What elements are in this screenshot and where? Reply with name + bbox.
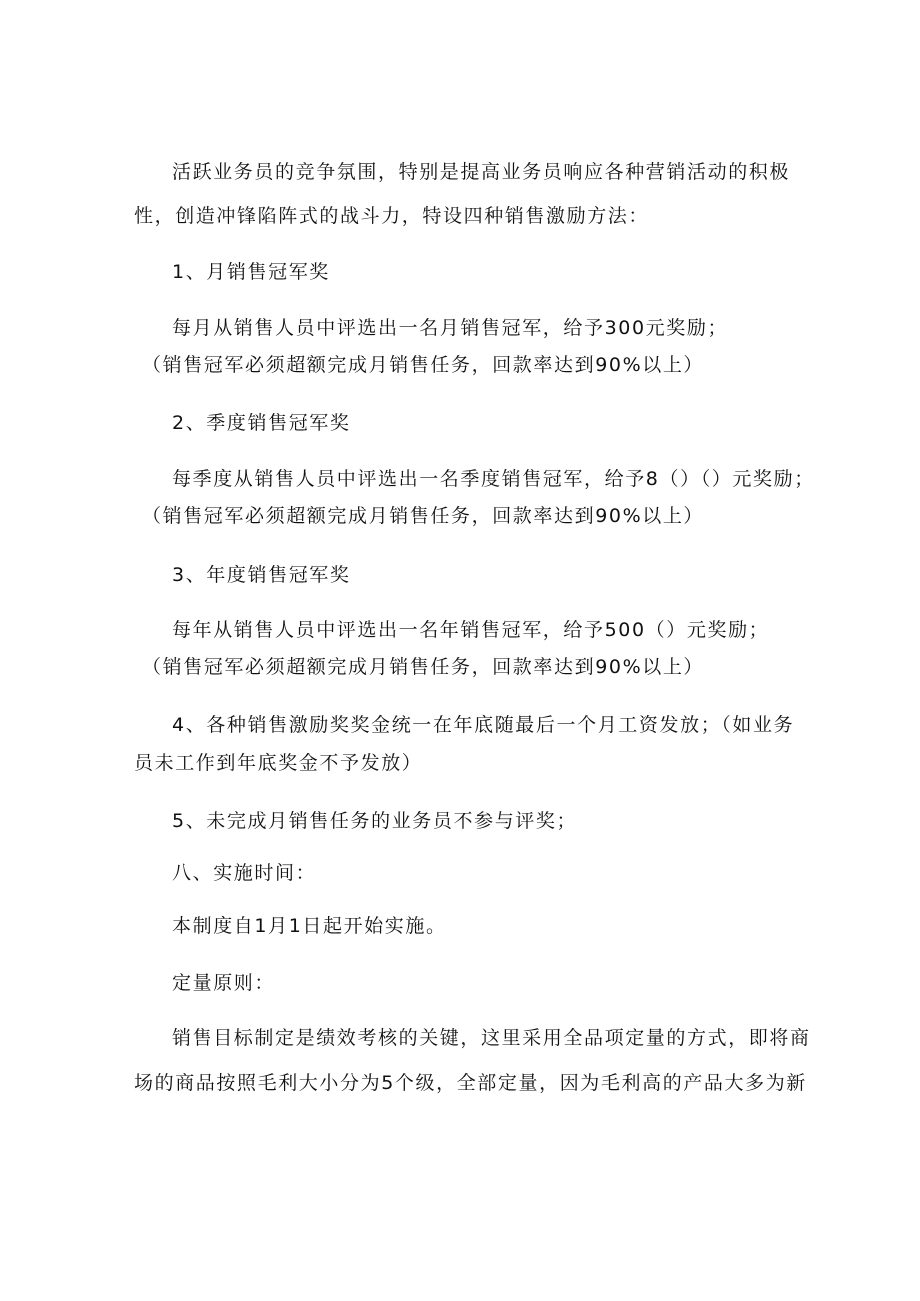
item-2-note: （销售冠军必须超额完成月销售任务，回款率达到90%以上） bbox=[142, 505, 705, 527]
item-3-title: 3、年度销售冠军奖 bbox=[172, 564, 351, 586]
quota-principle-line-1: 销售目标制定是绩效考核的关键，这里采用全品项定量的方式，即将商 bbox=[172, 1027, 811, 1049]
item-3-description: 每年从销售人员中评选出一名年销售冠军，给予500（）元奖励； bbox=[172, 619, 770, 641]
paragraph-intro-line-1: 活跃业务员的竞争氛围，特别是提高业务员响应各种营销活动的积极 bbox=[172, 161, 791, 183]
section-8-text: 本制度自1月1日起开始实施。 bbox=[172, 915, 447, 937]
paragraph-intro-line-2: 性，创造冲锋陷阵式的战斗力，特设四种销售激励方法： bbox=[134, 205, 650, 227]
quota-principle-line-2: 场的商品按照毛利大小分为5个级，全部定量，因为毛利高的产品大多为新 bbox=[134, 1072, 807, 1094]
item-2-description: 每季度从销售人员中评选出一名季度销售冠军，给予8（）（）元奖励； bbox=[172, 468, 815, 490]
item-1-description: 每月从销售人员中评选出一名月销售冠军，给予300元奖励； bbox=[172, 317, 729, 339]
item-3-note: （销售冠军必须超额完成月销售任务，回款率达到90%以上） bbox=[142, 656, 705, 678]
item-5: 5、未完成月销售任务的业务员不参与评奖； bbox=[172, 810, 578, 832]
quota-principle-title: 定量原则： bbox=[172, 972, 276, 994]
item-1-note: （销售冠军必须超额完成月销售任务，回款率达到90%以上） bbox=[142, 354, 705, 376]
item-4-line-1: 4、各种销售激励奖奖金统一在年底随最后一个月工资发放；（如业务 bbox=[172, 714, 795, 736]
item-1-title: 1、月销售冠军奖 bbox=[172, 261, 330, 283]
item-2-title: 2、季度销售冠军奖 bbox=[172, 412, 351, 434]
item-4-line-2: 员未工作到年底奖金不予发放） bbox=[134, 752, 423, 774]
section-8-title: 八、实施时间： bbox=[172, 862, 317, 884]
